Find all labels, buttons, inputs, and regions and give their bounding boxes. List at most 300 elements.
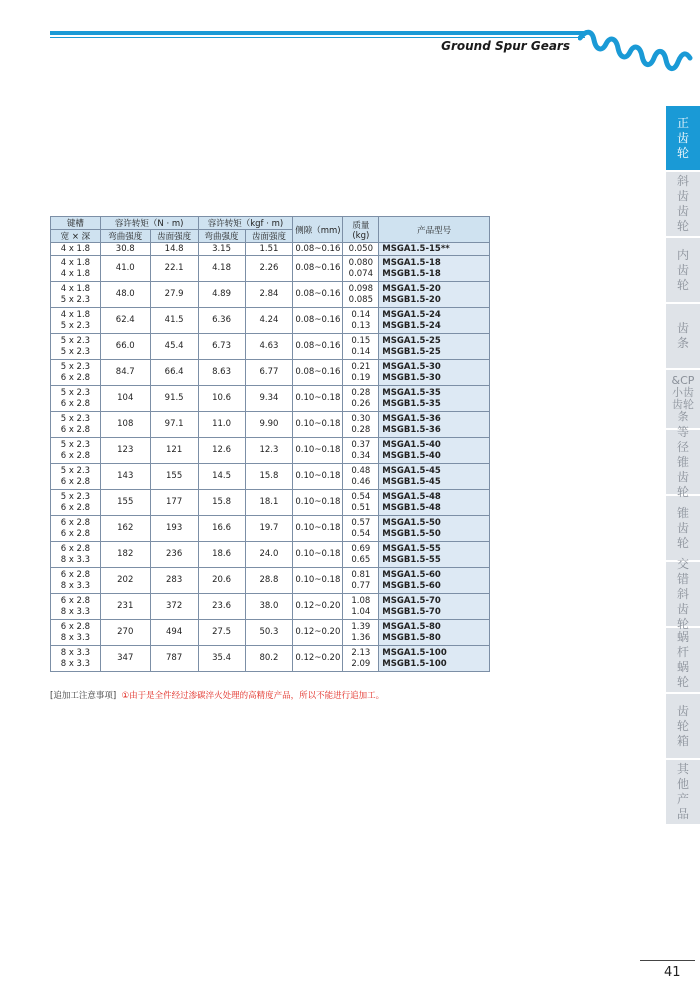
keyway-value: 5 x 2.3 xyxy=(60,361,91,372)
model-value: MSGA1.5-36 xyxy=(382,413,441,424)
keyway-value: 6 x 2.8 xyxy=(60,569,91,580)
mass-cell xyxy=(343,308,379,334)
table-row xyxy=(51,334,490,360)
bending-kgf-cell xyxy=(198,282,245,308)
backlash-value: 0.08~0.16 xyxy=(295,367,341,377)
table-row xyxy=(51,464,490,490)
surface-kgf-cell xyxy=(245,360,293,386)
footer-rule xyxy=(640,960,695,961)
model-cell xyxy=(379,516,490,542)
model-cell xyxy=(379,438,490,464)
bending-kgf-value: 20.6 xyxy=(212,575,231,585)
keyway-value: 8 x 3.3 xyxy=(60,554,91,565)
bending-nm-value: 84.7 xyxy=(115,367,135,377)
bending-nm-cell xyxy=(100,594,150,620)
bending-nm-cell xyxy=(100,490,150,516)
surface-nm-value: 193 xyxy=(166,523,183,533)
surface-kgf-cell xyxy=(245,243,293,256)
keyway-cell xyxy=(51,620,101,646)
surface-nm-value: 66.4 xyxy=(164,367,184,377)
keyway-value: 6 x 2.8 xyxy=(60,476,91,487)
model-value: MSGB1.5-40 xyxy=(382,450,441,461)
model-value: MSGB1.5-36 xyxy=(382,424,441,435)
keyway-value: 6 x 2.8 xyxy=(60,502,91,513)
keyway-cell xyxy=(51,490,101,516)
tab-rack[interactable]: 齿条 xyxy=(666,304,700,368)
backlash-cell xyxy=(293,490,343,516)
keyway-cell xyxy=(51,464,101,490)
keyway-value: 6 x 2.8 xyxy=(60,424,91,435)
keyway-cell xyxy=(51,334,101,360)
backlash-cell xyxy=(293,594,343,620)
keyway-cell xyxy=(51,282,101,308)
bending-nm-cell xyxy=(100,542,150,568)
surface-kgf-cell xyxy=(245,386,293,412)
backlash-value: 0.10~0.18 xyxy=(295,393,341,403)
backlash-cell xyxy=(293,646,343,672)
backlash-value: 0.08~0.16 xyxy=(295,315,341,325)
keyway-value: 6 x 2.8 xyxy=(60,543,91,554)
backlash-value: 0.08~0.16 xyxy=(295,289,341,299)
mass-value: 0.69 xyxy=(351,543,371,554)
mass-value: 0.26 xyxy=(351,398,371,409)
category-tabs xyxy=(666,106,700,826)
bending-kgf-cell xyxy=(198,438,245,464)
mass-value: 0.050 xyxy=(348,243,373,254)
bending-kgf-cell xyxy=(198,386,245,412)
surface-kgf-value: 80.2 xyxy=(259,653,279,663)
bending-kgf-value: 3.15 xyxy=(212,243,231,254)
surface-kgf-value: 19.7 xyxy=(259,523,279,533)
surface-nm-value: 14.8 xyxy=(164,243,184,254)
mass-value: 1.04 xyxy=(351,606,371,617)
backlash-value: 0.10~0.18 xyxy=(295,549,341,559)
spec-table xyxy=(50,216,490,672)
backlash-cell xyxy=(293,282,343,308)
tab-screw-gear[interactable]: 交错斜齿轮 xyxy=(666,562,700,626)
bending-nm-value: 66.0 xyxy=(115,341,135,351)
table-row xyxy=(51,620,490,646)
mass-value: 0.57 xyxy=(351,517,371,528)
bending-kgf-cell xyxy=(198,490,245,516)
surface-kgf-value: 6.77 xyxy=(259,367,279,377)
surface-nm-value: 27.9 xyxy=(164,289,184,299)
mass-value: 0.81 xyxy=(351,569,371,580)
surface-kgf-value: 2.84 xyxy=(259,289,279,299)
backlash-cell xyxy=(293,438,343,464)
surface-nm-value: 236 xyxy=(166,549,183,559)
bending-kgf-cell xyxy=(198,594,245,620)
model-value: MSGB1.5-45 xyxy=(382,476,441,487)
keyway-value: 8 x 3.3 xyxy=(60,658,91,669)
bending-kgf-cell xyxy=(198,568,245,594)
surface-nm-cell xyxy=(150,568,198,594)
mass-cell xyxy=(343,386,379,412)
bending-kgf-cell xyxy=(198,334,245,360)
bending-nm-cell xyxy=(100,620,150,646)
model-value: MSGB1.5-18 xyxy=(382,268,441,279)
surface-kgf-value: 9.90 xyxy=(259,419,279,429)
tab-bevel-gear[interactable]: 锥齿轮 xyxy=(666,496,700,560)
surface-nm-value: 22.1 xyxy=(164,263,184,273)
keyway-value: 6 x 2.8 xyxy=(60,595,91,606)
keyway-value: 8 x 3.3 xyxy=(60,647,91,658)
bending-nm-value: 347 xyxy=(117,653,134,663)
backlash-value: 0.12~0.20 xyxy=(295,627,341,637)
model-value: MSGB1.5-24 xyxy=(382,320,441,331)
bending-kgf-cell xyxy=(198,243,245,256)
bending-nm-value: 104 xyxy=(117,393,134,403)
keyway-cell xyxy=(51,308,101,334)
mass-cell xyxy=(343,412,379,438)
backlash-cell xyxy=(293,412,343,438)
model-value: MSGA1.5-35 xyxy=(382,387,441,398)
backlash-cell xyxy=(293,360,343,386)
table-row xyxy=(51,490,490,516)
surface-kgf-cell xyxy=(245,594,293,620)
model-value: MSGA1.5-20 xyxy=(382,283,441,294)
keyway-value: 5 x 2.3 xyxy=(60,413,91,424)
model-cell xyxy=(379,282,490,308)
tab-worm-gear[interactable]: 蜗杆蜗轮 xyxy=(666,628,700,692)
tab-miter-gear[interactable]: 等径锥齿轮 xyxy=(666,430,700,494)
bending-kgf-value: 8.63 xyxy=(212,367,231,377)
keyway-value: 4 x 1.8 xyxy=(60,309,91,320)
model-value: MSGA1.5-48 xyxy=(382,491,441,502)
col-header-mass: 质量 (kg) xyxy=(343,217,379,243)
model-value: MSGB1.5-35 xyxy=(382,398,441,409)
bending-kgf-value: 16.6 xyxy=(212,523,231,533)
tab-cp-rack-pinion[interactable]: &CP小齿齿轮条 xyxy=(666,370,700,428)
col-header-torque-nm: 容许转矩（N · m) xyxy=(100,217,198,230)
surface-kgf-cell xyxy=(245,490,293,516)
model-value: MSGA1.5-70 xyxy=(382,595,441,606)
model-value: MSGA1.5-45 xyxy=(382,465,441,476)
surface-nm-cell xyxy=(150,646,198,672)
model-cell xyxy=(379,386,490,412)
bending-kgf-cell xyxy=(198,646,245,672)
backlash-cell xyxy=(293,308,343,334)
backlash-cell xyxy=(293,243,343,256)
model-value: MSGA1.5-24 xyxy=(382,309,441,320)
surface-nm-value: 787 xyxy=(166,653,183,663)
mass-cell xyxy=(343,568,379,594)
keyway-value: 4 x 1.8 xyxy=(60,243,91,254)
surface-nm-cell xyxy=(150,438,198,464)
keyway-cell xyxy=(51,516,101,542)
bending-kgf-cell xyxy=(198,360,245,386)
surface-kgf-cell xyxy=(245,412,293,438)
table-row xyxy=(51,568,490,594)
model-value: MSGA1.5-55 xyxy=(382,543,441,554)
model-value: MSGB1.5-55 xyxy=(382,554,441,565)
surface-kgf-cell xyxy=(245,256,293,282)
mass-value: 0.13 xyxy=(351,320,371,331)
surface-kgf-value: 4.63 xyxy=(259,341,279,351)
backlash-cell xyxy=(293,620,343,646)
keyway-value: 5 x 2.3 xyxy=(60,439,91,450)
model-cell xyxy=(379,594,490,620)
mass-cell xyxy=(343,542,379,568)
backlash-cell xyxy=(293,386,343,412)
mass-cell xyxy=(343,282,379,308)
model-value: MSGB1.5-60 xyxy=(382,580,441,591)
model-value: MSGA1.5-60 xyxy=(382,569,441,580)
model-cell xyxy=(379,490,490,516)
table-row xyxy=(51,256,490,282)
bending-nm-value: 162 xyxy=(117,523,134,533)
surface-kgf-cell xyxy=(245,282,293,308)
mass-value: 0.19 xyxy=(351,372,371,383)
bending-kgf-value: 10.6 xyxy=(212,393,231,403)
keyway-cell xyxy=(51,542,101,568)
backlash-cell xyxy=(293,542,343,568)
keyway-value: 4 x 1.8 xyxy=(60,257,91,268)
mass-cell xyxy=(343,620,379,646)
backlash-cell xyxy=(293,464,343,490)
keyway-value: 5 x 2.3 xyxy=(60,491,91,502)
keyway-value: 5 x 2.3 xyxy=(60,294,91,305)
mass-cell xyxy=(343,334,379,360)
bending-nm-value: 123 xyxy=(117,445,134,455)
model-value: MSGA1.5-15** xyxy=(382,243,450,254)
mass-cell xyxy=(343,516,379,542)
keyway-cell xyxy=(51,412,101,438)
keyway-cell xyxy=(51,360,101,386)
model-value: MSGA1.5-50 xyxy=(382,517,441,528)
model-cell xyxy=(379,620,490,646)
bending-nm-cell xyxy=(100,516,150,542)
surface-kgf-cell xyxy=(245,542,293,568)
surface-kgf-cell xyxy=(245,308,293,334)
keyway-value: 4 x 1.8 xyxy=(60,283,91,294)
bending-nm-value: 143 xyxy=(117,471,134,481)
surface-kgf-value: 24.0 xyxy=(259,549,279,559)
mass-cell xyxy=(343,464,379,490)
surface-kgf-cell xyxy=(245,334,293,360)
mass-value: 1.08 xyxy=(351,595,371,606)
bending-kgf-value: 18.6 xyxy=(212,549,231,559)
surface-nm-value: 121 xyxy=(166,445,183,455)
surface-nm-value: 372 xyxy=(166,601,183,611)
col-header-keyway-size: 宽 × 深 xyxy=(51,230,101,243)
bending-nm-value: 155 xyxy=(117,497,134,507)
surface-kgf-value: 1.51 xyxy=(259,243,279,254)
backlash-value: 0.10~0.18 xyxy=(295,419,341,429)
mass-value: 0.074 xyxy=(348,268,373,279)
model-value: MSGB1.5-80 xyxy=(382,632,441,643)
bending-kgf-value: 27.5 xyxy=(212,627,231,637)
mass-value: 0.48 xyxy=(351,465,371,476)
bending-nm-cell xyxy=(100,464,150,490)
model-value: MSGB1.5-70 xyxy=(382,606,441,617)
mass-cell xyxy=(343,360,379,386)
keyway-value: 6 x 2.8 xyxy=(60,450,91,461)
model-cell xyxy=(379,243,490,256)
bending-kgf-cell xyxy=(198,308,245,334)
model-value: MSGB1.5-20 xyxy=(382,294,441,305)
col-header-backlash: 侧隙（mm) xyxy=(293,217,343,243)
bending-nm-cell xyxy=(100,256,150,282)
mass-cell xyxy=(343,646,379,672)
model-cell xyxy=(379,568,490,594)
mass-value: 0.46 xyxy=(351,476,371,487)
surface-nm-value: 494 xyxy=(166,627,183,637)
tab-gearbox[interactable]: 齿轮箱 xyxy=(666,694,700,758)
keyway-value: 8 x 3.3 xyxy=(60,606,91,617)
bending-kgf-value: 12.6 xyxy=(212,445,231,455)
model-value: MSGA1.5-40 xyxy=(382,439,441,450)
backlash-value: 0.10~0.18 xyxy=(295,575,341,585)
surface-nm-cell xyxy=(150,620,198,646)
surface-nm-cell xyxy=(150,490,198,516)
page-number: 41 xyxy=(664,965,681,980)
model-value: MSGB1.5-25 xyxy=(382,346,441,357)
mass-value: 0.080 xyxy=(348,257,373,268)
bending-kgf-cell xyxy=(198,516,245,542)
surface-nm-cell xyxy=(150,360,198,386)
bending-kgf-value: 15.8 xyxy=(212,497,231,507)
tab-other-products[interactable]: 其他产品 xyxy=(666,760,700,824)
mass-value: 0.51 xyxy=(351,502,371,513)
mass-value: 0.15 xyxy=(351,335,371,346)
model-value: MSGB1.5-30 xyxy=(382,372,441,383)
surface-nm-value: 97.1 xyxy=(164,419,184,429)
bending-nm-value: 108 xyxy=(117,419,134,429)
bending-kgf-cell xyxy=(198,256,245,282)
col-header-torque-kgf: 容许转矩（kgf · m) xyxy=(198,217,293,230)
keyway-value: 4 x 1.8 xyxy=(60,268,91,279)
keyway-value: 6 x 2.8 xyxy=(60,398,91,409)
mass-value: 0.28 xyxy=(351,387,371,398)
mass-value: 0.28 xyxy=(351,424,371,435)
surface-nm-cell xyxy=(150,282,198,308)
mass-value: 1.36 xyxy=(351,632,371,643)
keyway-cell xyxy=(51,386,101,412)
mass-value: 0.34 xyxy=(351,450,371,461)
surface-nm-cell xyxy=(150,308,198,334)
surface-kgf-value: 2.26 xyxy=(259,263,279,273)
surface-kgf-value: 38.0 xyxy=(259,601,279,611)
surface-kgf-value: 15.8 xyxy=(259,471,279,481)
bending-kgf-value: 6.73 xyxy=(212,341,231,351)
bending-nm-cell xyxy=(100,308,150,334)
bending-nm-cell xyxy=(100,334,150,360)
backlash-value: 0.12~0.20 xyxy=(295,653,341,663)
model-value: MSGA1.5-25 xyxy=(382,335,441,346)
bending-kgf-cell xyxy=(198,464,245,490)
mass-value: 0.65 xyxy=(351,554,371,565)
bending-kgf-value: 4.89 xyxy=(212,289,231,299)
keyway-value: 6 x 2.8 xyxy=(60,528,91,539)
col-header-bending-nm: 弯曲强度 xyxy=(100,230,150,243)
model-value: MSGA1.5-30 xyxy=(382,361,441,372)
keyway-value: 5 x 2.3 xyxy=(60,346,91,357)
backlash-cell xyxy=(293,334,343,360)
keyway-cell xyxy=(51,438,101,464)
backlash-cell xyxy=(293,256,343,282)
surface-kgf-value: 4.24 xyxy=(259,315,279,325)
model-cell xyxy=(379,646,490,672)
mass-value: 0.14 xyxy=(351,346,371,357)
note-label: [追加工注意事项] xyxy=(50,691,117,701)
note-text: ①由于是全件经过渗碳淬火处理的高精度产品，所以不能进行追加工。 xyxy=(121,691,385,701)
bending-kgf-value: 14.5 xyxy=(212,471,231,481)
model-cell xyxy=(379,256,490,282)
surface-nm-value: 91.5 xyxy=(164,393,184,403)
keyway-value: 5 x 2.3 xyxy=(60,320,91,331)
table-row xyxy=(51,594,490,620)
bending-nm-value: 48.0 xyxy=(115,289,135,299)
bending-kgf-value: 11.0 xyxy=(212,419,231,429)
col-header-bending-kgf: 弯曲强度 xyxy=(198,230,245,243)
bending-nm-value: 202 xyxy=(117,575,134,585)
mass-value: 0.54 xyxy=(351,528,371,539)
table-row xyxy=(51,386,490,412)
keyway-value: 8 x 3.3 xyxy=(60,580,91,591)
backlash-value: 0.10~0.18 xyxy=(295,471,341,481)
surface-nm-cell xyxy=(150,334,198,360)
spec-table-body xyxy=(51,243,490,672)
machining-note xyxy=(50,689,384,701)
mass-value: 2.09 xyxy=(351,658,371,669)
bending-nm-cell xyxy=(100,282,150,308)
surface-nm-cell xyxy=(150,542,198,568)
model-value: MSGA1.5-18 xyxy=(382,257,441,268)
bending-kgf-value: 23.6 xyxy=(212,601,231,611)
mass-cell xyxy=(343,243,379,256)
table-row xyxy=(51,243,490,256)
model-cell xyxy=(379,542,490,568)
surface-nm-cell xyxy=(150,386,198,412)
model-cell xyxy=(379,308,490,334)
keyway-cell xyxy=(51,646,101,672)
backlash-value: 0.10~0.18 xyxy=(295,445,341,455)
bending-kgf-value: 6.36 xyxy=(212,315,231,325)
bending-nm-cell xyxy=(100,386,150,412)
model-value: MSGB1.5-48 xyxy=(382,502,441,513)
keyway-value: 6 x 2.8 xyxy=(60,621,91,632)
tab-internal-gear[interactable]: 内齿轮 xyxy=(666,238,700,302)
tab-helical-gear[interactable]: 斜齿齿轮 xyxy=(666,172,700,236)
table-row xyxy=(51,646,490,672)
bending-nm-value: 231 xyxy=(117,601,134,611)
backlash-cell xyxy=(293,516,343,542)
header-rule xyxy=(50,31,585,35)
bending-kgf-cell xyxy=(198,620,245,646)
mass-cell xyxy=(343,490,379,516)
surface-kgf-value: 9.34 xyxy=(259,393,279,403)
table-row xyxy=(51,412,490,438)
tab-spur-gear[interactable]: 正齿轮 xyxy=(666,106,700,170)
mass-value: 0.77 xyxy=(351,580,371,591)
surface-nm-cell xyxy=(150,464,198,490)
mass-value: 0.098 xyxy=(348,283,373,294)
table-row xyxy=(51,542,490,568)
keyway-value: 5 x 2.3 xyxy=(60,465,91,476)
keyway-cell xyxy=(51,594,101,620)
keyway-value: 5 x 2.3 xyxy=(60,335,91,346)
mass-value: 0.14 xyxy=(351,309,371,320)
surface-kgf-cell xyxy=(245,516,293,542)
surface-nm-value: 45.4 xyxy=(164,341,184,351)
model-cell xyxy=(379,412,490,438)
surface-nm-cell xyxy=(150,594,198,620)
surface-nm-value: 177 xyxy=(166,497,183,507)
model-cell xyxy=(379,464,490,490)
col-header-surface-nm: 齿面强度 xyxy=(150,230,198,243)
surface-nm-cell xyxy=(150,412,198,438)
